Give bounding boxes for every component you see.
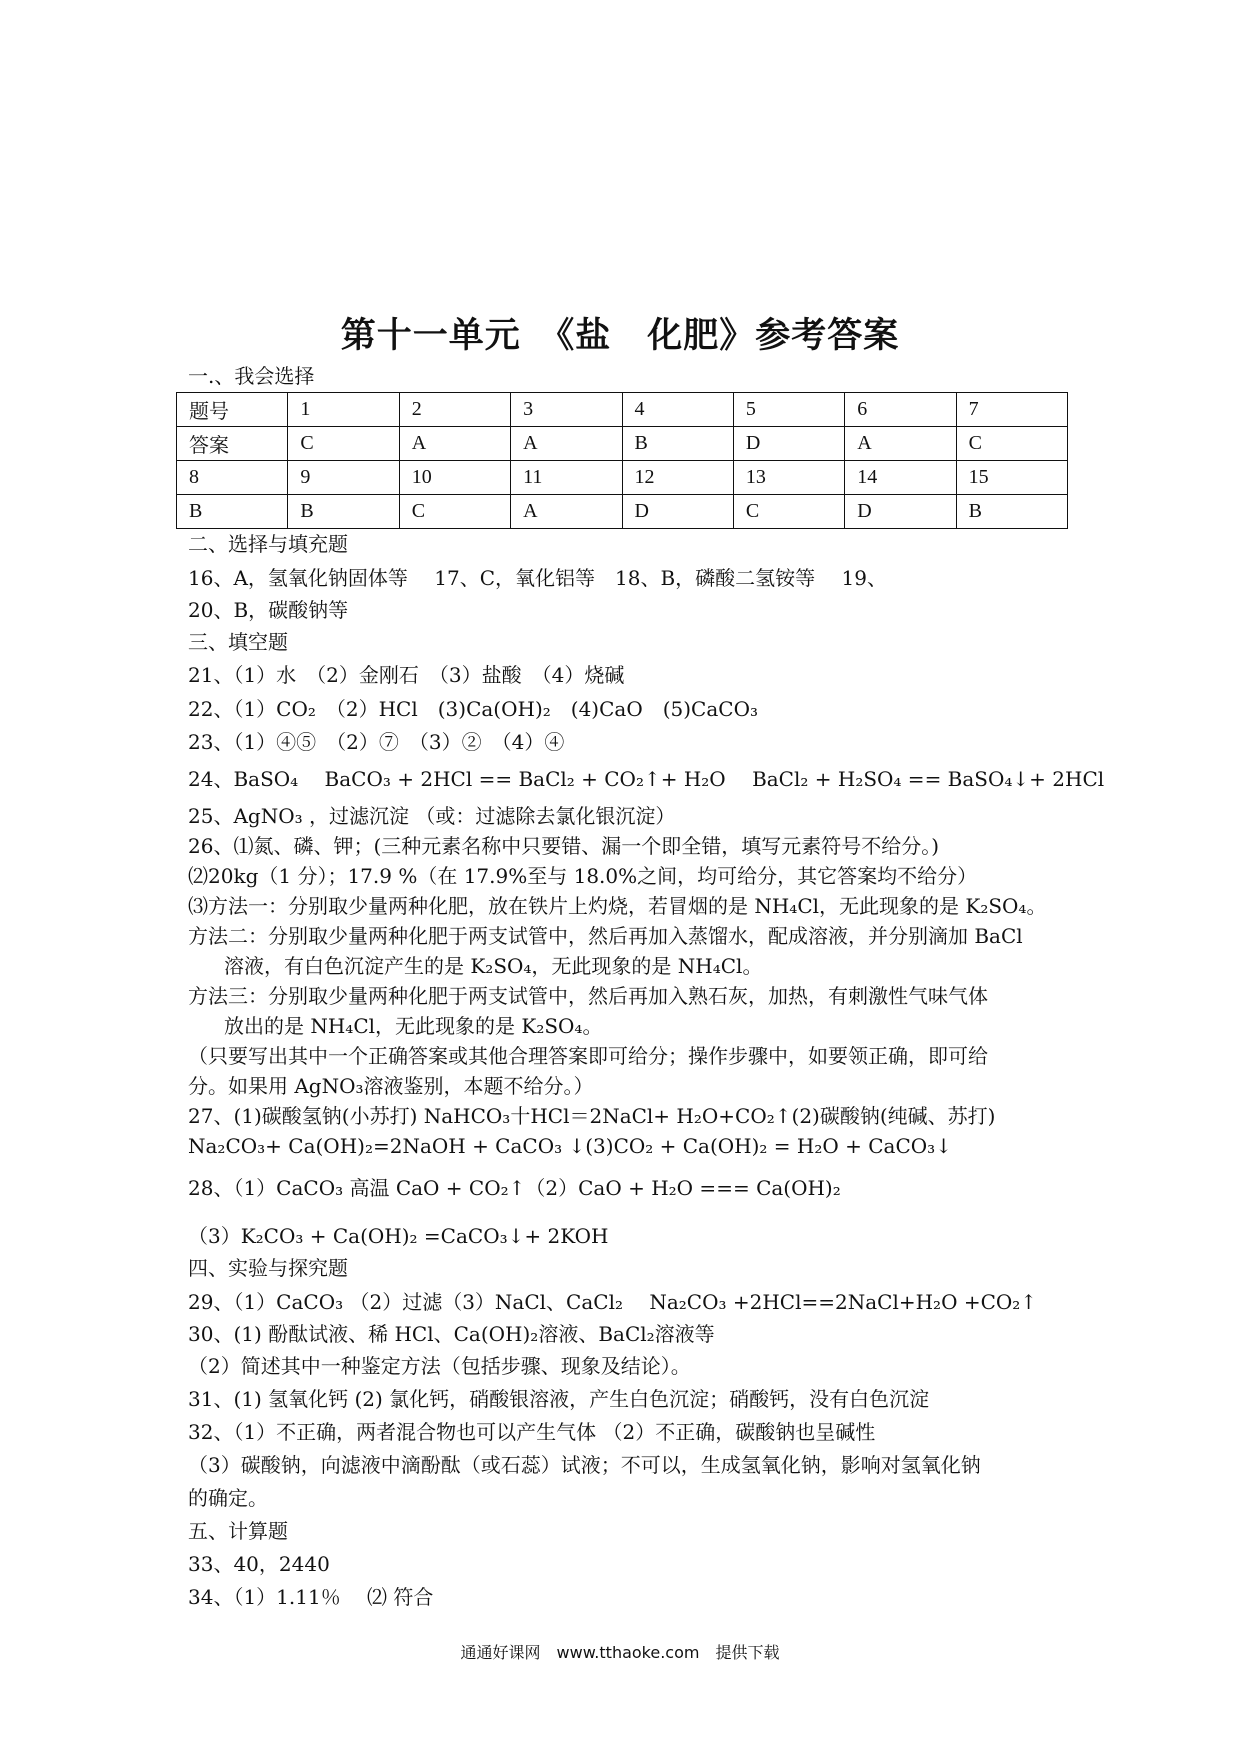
- answer-line: 25、AgNO₃ ，过滤沉淀 （或：过滤除去氯化银沉淀）: [188, 804, 676, 828]
- table-cell: D: [845, 495, 956, 529]
- table-cell: A: [845, 427, 956, 461]
- answer-line: 29、（1）CaCO₃ （2）过滤（3）NaCl、CaCl₂ Na₂CO₃ +2HCl==2NaCl+H₂O +CO₂↑: [188, 1290, 1038, 1314]
- answer-line: 20、B，碳酸钠等: [188, 598, 349, 622]
- table-cell: B: [177, 495, 288, 529]
- table-cell: 14: [845, 461, 956, 495]
- table-row: [177, 427, 1068, 461]
- section5-heading: 五、计算题: [188, 1519, 288, 1543]
- answer-table: [176, 392, 1068, 529]
- page-footer: 通通好课网 www.tthaoke.com 提供下载: [460, 1643, 780, 1662]
- table-cell: 1: [288, 393, 399, 427]
- answer-line: 22、（1）CO₂ （2）HCl (3)Ca(OH)₂ (4)CaO (5)CaCO₃: [188, 697, 758, 721]
- table-cell: A: [399, 427, 510, 461]
- answer-line: 30、(1) 酚酞试液、稀 HCl、Ca(OH)₂溶液、BaCl₂溶液等: [188, 1322, 715, 1346]
- section3-heading: 三、填空题: [188, 630, 288, 654]
- section1-heading: 一.、我会选择: [188, 364, 315, 388]
- answer-line: 27、(1)碳酸氢钠(小苏打) NaHCO₃十HCl＝2NaCl+ H₂O+CO₂↑(2)碳酸钠(纯碱、苏打): [188, 1104, 996, 1128]
- answer-line: 33、40，2440: [188, 1552, 330, 1576]
- table-cell: C: [956, 427, 1067, 461]
- page-title: 第十一单元 《盐 化肥》参考答案: [340, 316, 900, 356]
- answer-line: 方法三：分别取少量两种化肥于两支试管中，然后再加入熟石灰，加热，有刺激性气味气体: [188, 984, 988, 1008]
- answer-line: 16、A，氢氧化钠固体等 17、C，氧化铝等 18、B，磷酸二氢铵等 19、: [188, 566, 887, 590]
- answer-line: 28、（1）CaCO₃ 高温 CaO + CO₂↑（2）CaO + H₂O === Ca(OH)₂: [188, 1176, 841, 1200]
- answer-line: 31、(1) 氢氧化钙 (2) 氯化钙，硝酸银溶液，产生白色沉淀；硝酸钙，没有白色沉淀: [188, 1387, 930, 1411]
- table-cell: 2: [399, 393, 510, 427]
- answer-line: ⑶方法一：分别取少量两种化肥，放在铁片上灼烧，若冒烟的是 NH₄Cl，无此现象的是 K₂SO₄。: [188, 894, 1047, 918]
- section4-heading: 四、实验与探究题: [188, 1256, 348, 1280]
- table-cell: 5: [733, 393, 844, 427]
- table-cell: 8: [177, 461, 288, 495]
- answer-line: ⑵20kg（1 分）；17.9 %（在 17.9%至与 18.0%之间，均可给分，其它答案均不给分）: [188, 864, 978, 888]
- answer-line: （3）K₂CO₃ + Ca(OH)₂ =CaCO₃↓+ 2KOH: [188, 1224, 609, 1248]
- answer-line: 32、（1）不正确，两者混合物也可以产生气体 （2）不正确，碳酸钠也呈碱性: [188, 1420, 876, 1444]
- answer-line: 放出的是 NH₄Cl，无此现象的是 K₂SO₄。: [224, 1014, 603, 1038]
- table-cell: 3: [511, 393, 622, 427]
- answer-line: 的确定。: [188, 1486, 268, 1510]
- answer-line: 24、BaSO₄ BaCO₃ + 2HCl == BaCl₂ + CO₂↑+ H₂O BaCl₂ + H₂SO₄ == BaSO₄↓+ 2HCl: [188, 767, 1105, 791]
- table-cell: A: [511, 427, 622, 461]
- table-cell: D: [733, 427, 844, 461]
- table-cell: 6: [845, 393, 956, 427]
- table-cell: 11: [511, 461, 622, 495]
- table-cell: D: [622, 495, 733, 529]
- answer-line: 21、（1）水 （2）金刚石 （3）盐酸 （4）烧碱: [188, 663, 625, 687]
- answer-line: 分。如果用 AgNO₃溶液鉴别，本题不给分。）: [188, 1074, 594, 1098]
- table-cell: 4: [622, 393, 733, 427]
- answer-line: 23、（1）④⑤ （2）⑦ （3）② （4）④: [188, 730, 565, 754]
- table-cell: C: [733, 495, 844, 529]
- answer-line: （只要写出其中一个正确答案或其他合理答案即可给分；操作步骤中，如要领正确，即可给: [188, 1044, 988, 1068]
- table-cell: B: [288, 495, 399, 529]
- section2-heading: 二、选择与填充题: [188, 532, 348, 556]
- answer-line: 34、（1）1.11％ ⑵ 符合: [188, 1585, 434, 1609]
- answer-line: 方法二：分别取少量两种化肥于两支试管中，然后再加入蒸馏水，配成溶液，并分别滴加 BaCl: [188, 924, 1023, 948]
- table-cell: 题号: [177, 393, 288, 427]
- table-row: [177, 393, 1068, 427]
- table-cell: 12: [622, 461, 733, 495]
- answer-line: （3）碳酸钠，向滤液中滴酚酞（或石蕊）试液；不可以，生成氢氧化钠，影响对氢氧化钠: [188, 1453, 981, 1477]
- table-cell: 7: [956, 393, 1067, 427]
- answer-line: （2）简述其中一种鉴定方法（包括步骤、现象及结论）。: [188, 1354, 691, 1378]
- table-cell: 15: [956, 461, 1067, 495]
- answer-line: 溶液，有白色沉淀产生的是 K₂SO₄，无此现象的是 NH₄Cl。: [224, 954, 763, 978]
- table-row: [177, 461, 1068, 495]
- table-cell: A: [511, 495, 622, 529]
- table-cell: 13: [733, 461, 844, 495]
- table-cell: 答案: [177, 427, 288, 461]
- table-cell: C: [399, 495, 510, 529]
- table-cell: 9: [288, 461, 399, 495]
- table-cell: B: [956, 495, 1067, 529]
- answer-line: 26、⑴氮、磷、钾；(三种元素名称中只要错、漏一个即全错，填写元素符号不给分。): [188, 834, 940, 858]
- table-row: [177, 495, 1068, 529]
- table-cell: 10: [399, 461, 510, 495]
- answer-line: Na₂CO₃+ Ca(OH)₂=2NaOH + CaCO₃ ↓(3)CO₂ + Ca(OH)₂ = H₂O + CaCO₃↓: [188, 1134, 952, 1158]
- table-cell: C: [288, 427, 399, 461]
- table-cell: B: [622, 427, 733, 461]
